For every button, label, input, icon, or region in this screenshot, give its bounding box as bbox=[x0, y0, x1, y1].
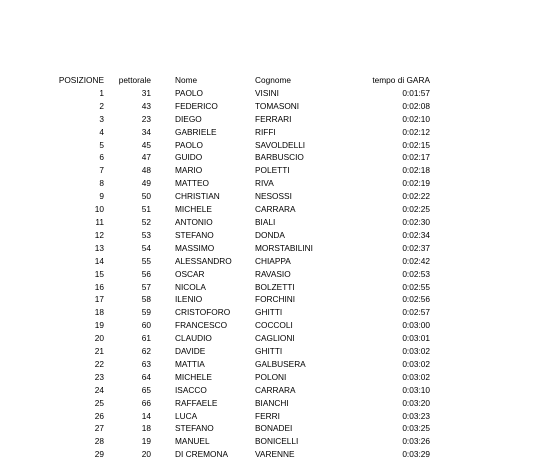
table-row bbox=[0, 397, 430, 410]
cell-pettorale: 31 bbox=[141, 87, 151, 98]
cell-tempo: 0:02:34 bbox=[402, 229, 430, 240]
cell-tempo: 0:02:18 bbox=[402, 165, 430, 176]
cell-pettorale: 57 bbox=[141, 281, 151, 292]
cell-posizione: 28 bbox=[94, 436, 104, 447]
table-row bbox=[0, 332, 430, 345]
table-row bbox=[0, 216, 430, 229]
cell-cognome: FERRI bbox=[255, 410, 280, 421]
race-results-table bbox=[0, 74, 430, 461]
table-row bbox=[0, 151, 430, 164]
cell-posizione: 22 bbox=[94, 358, 104, 369]
cell-tempo: 0:03:25 bbox=[402, 423, 430, 434]
header-pettorale: pettorale bbox=[118, 75, 151, 85]
cell-pettorale: 51 bbox=[141, 204, 151, 215]
cell-pettorale: 50 bbox=[141, 191, 151, 202]
cell-tempo: 0:02:22 bbox=[402, 191, 430, 202]
cell-posizione: 4 bbox=[99, 126, 104, 137]
table-row bbox=[0, 229, 430, 242]
cell-nome: DIEGO bbox=[175, 113, 202, 124]
cell-posizione: 5 bbox=[99, 139, 104, 150]
cell-pettorale: 54 bbox=[141, 242, 151, 253]
header-nome: Nome bbox=[175, 75, 198, 85]
cell-tempo: 0:03:00 bbox=[402, 320, 430, 331]
cell-tempo: 0:03:20 bbox=[402, 397, 430, 408]
cell-tempo: 0:02:37 bbox=[402, 242, 430, 253]
cell-tempo: 0:02:10 bbox=[402, 113, 430, 124]
cell-cognome: VISINI bbox=[255, 87, 279, 98]
table-row bbox=[0, 448, 430, 461]
cell-cognome: FORCHINI bbox=[255, 294, 296, 305]
header-cognome: Cognome bbox=[255, 75, 291, 85]
cell-pettorale: 53 bbox=[141, 229, 151, 240]
cell-pettorale: 48 bbox=[141, 165, 151, 176]
cell-nome: GABRIELE bbox=[175, 126, 217, 137]
table-row bbox=[0, 371, 430, 384]
cell-nome: MATTIA bbox=[175, 358, 205, 369]
table-row bbox=[0, 268, 430, 281]
cell-pettorale: 18 bbox=[141, 423, 151, 434]
table-row bbox=[0, 242, 430, 255]
cell-pettorale: 61 bbox=[141, 333, 151, 344]
cell-tempo: 0:02:55 bbox=[402, 281, 430, 292]
cell-nome: MICHELE bbox=[175, 204, 212, 215]
cell-tempo: 0:02:42 bbox=[402, 255, 430, 266]
cell-tempo: 0:01:57 bbox=[402, 87, 430, 98]
table-row bbox=[0, 126, 430, 139]
cell-pettorale: 59 bbox=[141, 307, 151, 318]
cell-pettorale: 47 bbox=[141, 152, 151, 163]
table-row bbox=[0, 113, 430, 126]
table-row bbox=[0, 345, 430, 358]
cell-posizione: 7 bbox=[99, 165, 104, 176]
cell-cognome: SAVOLDELLI bbox=[255, 139, 306, 150]
cell-pettorale: 56 bbox=[141, 268, 151, 279]
header-row bbox=[0, 74, 430, 87]
cell-pettorale: 45 bbox=[141, 139, 151, 150]
cell-tempo: 0:03:23 bbox=[402, 410, 430, 421]
cell-cognome: BIALI bbox=[255, 216, 276, 227]
cell-pettorale: 19 bbox=[141, 436, 151, 447]
cell-posizione: 26 bbox=[94, 410, 104, 421]
cell-cognome: GHITTI bbox=[255, 346, 283, 357]
cell-tempo: 0:03:26 bbox=[402, 436, 430, 447]
cell-posizione: 1 bbox=[99, 87, 104, 98]
cell-posizione: 29 bbox=[94, 449, 104, 460]
cell-nome: CRISTOFORO bbox=[175, 307, 231, 318]
cell-nome: MANUEL bbox=[175, 436, 210, 447]
cell-pettorale: 62 bbox=[141, 346, 151, 357]
cell-tempo: 0:02:57 bbox=[402, 307, 430, 318]
cell-nome: RAFFAELE bbox=[175, 397, 218, 408]
cell-posizione: 15 bbox=[94, 268, 104, 279]
cell-nome: DAVIDE bbox=[175, 346, 206, 357]
table-row bbox=[0, 100, 430, 113]
cell-nome: MICHELE bbox=[175, 371, 212, 382]
cell-cognome: POLONI bbox=[255, 371, 287, 382]
cell-pettorale: 43 bbox=[141, 100, 151, 111]
cell-cognome: GALBUSERA bbox=[255, 358, 306, 369]
cell-pettorale: 20 bbox=[141, 449, 151, 460]
cell-posizione: 16 bbox=[94, 281, 104, 292]
table-header bbox=[0, 74, 430, 87]
cell-tempo: 0:02:56 bbox=[402, 294, 430, 305]
cell-tempo: 0:02:30 bbox=[402, 216, 430, 227]
cell-nome: ANTONIO bbox=[175, 216, 213, 227]
cell-posizione: 6 bbox=[99, 152, 104, 163]
cell-nome: MATTEO bbox=[175, 178, 209, 189]
cell-nome: STEFANO bbox=[175, 229, 214, 240]
table-row bbox=[0, 435, 430, 448]
table-row bbox=[0, 190, 430, 203]
cell-tempo: 0:02:08 bbox=[402, 100, 430, 111]
cell-nome: DI CREMONA bbox=[175, 449, 229, 460]
cell-posizione: 23 bbox=[94, 371, 104, 382]
table-row bbox=[0, 255, 430, 268]
table-row bbox=[0, 319, 430, 332]
cell-pettorale: 64 bbox=[141, 371, 151, 382]
cell-pettorale: 60 bbox=[141, 320, 151, 331]
cell-cognome: CARRARA bbox=[255, 204, 296, 215]
cell-cognome: RAVASIO bbox=[255, 268, 291, 279]
cell-pettorale: 66 bbox=[141, 397, 151, 408]
cell-nome: MASSIMO bbox=[175, 242, 215, 253]
cell-tempo: 0:02:17 bbox=[402, 152, 430, 163]
cell-nome: ISACCO bbox=[175, 384, 207, 395]
cell-pettorale: 63 bbox=[141, 358, 151, 369]
cell-cognome: FERRARI bbox=[255, 113, 292, 124]
cell-nome: OSCAR bbox=[175, 268, 205, 279]
cell-pettorale: 52 bbox=[141, 216, 151, 227]
table-row bbox=[0, 177, 430, 190]
cell-tempo: 0:02:53 bbox=[402, 268, 430, 279]
cell-posizione: 13 bbox=[94, 242, 104, 253]
cell-nome: GUIDO bbox=[175, 152, 203, 163]
table-row bbox=[0, 358, 430, 371]
cell-cognome: BIANCHI bbox=[255, 397, 289, 408]
cell-tempo: 0:02:15 bbox=[402, 139, 430, 150]
table-row bbox=[0, 410, 430, 423]
header-posizione: POSIZIONE bbox=[58, 75, 104, 85]
cell-pettorale: 23 bbox=[141, 113, 151, 124]
cell-nome: LUCA bbox=[175, 410, 198, 421]
cell-cognome: NESOSSI bbox=[255, 191, 292, 202]
cell-posizione: 2 bbox=[99, 100, 104, 111]
cell-tempo: 0:03:02 bbox=[402, 358, 430, 369]
table-row bbox=[0, 306, 430, 319]
cell-tempo: 0:02:12 bbox=[402, 126, 430, 137]
cell-posizione: 18 bbox=[94, 307, 104, 318]
cell-cognome: BOLZETTI bbox=[255, 281, 295, 292]
cell-pettorale: 49 bbox=[141, 178, 151, 189]
cell-pettorale: 58 bbox=[141, 294, 151, 305]
cell-cognome: MORSTABILINI bbox=[255, 242, 313, 253]
cell-posizione: 14 bbox=[94, 255, 104, 266]
cell-nome: ALESSANDRO bbox=[175, 255, 232, 266]
cell-posizione: 12 bbox=[94, 229, 104, 240]
cell-posizione: 3 bbox=[99, 113, 104, 124]
cell-pettorale: 65 bbox=[141, 384, 151, 395]
cell-posizione: 24 bbox=[94, 384, 104, 395]
table-row bbox=[0, 87, 430, 100]
cell-tempo: 0:02:25 bbox=[402, 204, 430, 215]
cell-nome: PAOLO bbox=[175, 87, 203, 98]
cell-cognome: RIVA bbox=[255, 178, 274, 189]
cell-posizione: 20 bbox=[94, 333, 104, 344]
cell-nome: FEDERICO bbox=[175, 100, 218, 111]
cell-posizione: 8 bbox=[99, 178, 104, 189]
cell-cognome: DONDA bbox=[255, 229, 285, 240]
cell-nome: PAOLO bbox=[175, 139, 203, 150]
cell-cognome: BARBUSCIO bbox=[255, 152, 304, 163]
cell-pettorale: 34 bbox=[141, 126, 151, 137]
table-row bbox=[0, 281, 430, 294]
cell-nome: STEFANO bbox=[175, 423, 214, 434]
cell-cognome: CARRARA bbox=[255, 384, 296, 395]
header-tempo: tempo di GARA bbox=[372, 75, 430, 85]
cell-posizione: 9 bbox=[99, 191, 104, 202]
cell-tempo: 0:03:02 bbox=[402, 346, 430, 357]
table-row bbox=[0, 293, 430, 306]
cell-cognome: COCCOLI bbox=[255, 320, 293, 331]
cell-nome: NICOLA bbox=[175, 281, 206, 292]
cell-tempo: 0:02:19 bbox=[402, 178, 430, 189]
cell-cognome: CAGLIONI bbox=[255, 333, 295, 344]
cell-pettorale: 55 bbox=[141, 255, 151, 266]
table-body bbox=[0, 87, 430, 461]
cell-cognome: POLETTI bbox=[255, 165, 290, 176]
cell-nome: ILENIO bbox=[175, 294, 203, 305]
cell-posizione: 11 bbox=[95, 216, 104, 227]
cell-pettorale: 14 bbox=[141, 410, 151, 421]
table-row bbox=[0, 422, 430, 435]
cell-posizione: 10 bbox=[94, 204, 104, 215]
cell-cognome: VARENNE bbox=[255, 449, 295, 460]
table-row bbox=[0, 384, 430, 397]
cell-posizione: 17 bbox=[94, 294, 104, 305]
cell-posizione: 19 bbox=[94, 320, 104, 331]
cell-posizione: 27 bbox=[94, 423, 104, 434]
table-row bbox=[0, 139, 430, 152]
cell-cognome: CHIAPPA bbox=[255, 255, 291, 266]
table-row bbox=[0, 164, 430, 177]
cell-nome: FRANCESCO bbox=[175, 320, 228, 331]
cell-cognome: RIFFI bbox=[255, 126, 276, 137]
cell-cognome: TOMASONI bbox=[255, 100, 300, 111]
cell-posizione: 25 bbox=[94, 397, 104, 408]
cell-nome: CLAUDIO bbox=[175, 333, 212, 344]
cell-cognome: GHITTI bbox=[255, 307, 283, 318]
cell-cognome: BONADEI bbox=[255, 423, 293, 434]
cell-cognome: BONICELLI bbox=[255, 436, 299, 447]
cell-tempo: 0:03:29 bbox=[402, 449, 430, 460]
cell-tempo: 0:03:02 bbox=[402, 371, 430, 382]
cell-tempo: 0:03:10 bbox=[402, 384, 430, 395]
cell-nome: CHRISTIAN bbox=[175, 191, 220, 202]
table-row bbox=[0, 203, 430, 216]
cell-tempo: 0:03:01 bbox=[402, 333, 430, 344]
cell-posizione: 21 bbox=[94, 346, 104, 357]
cell-nome: MARIO bbox=[175, 165, 203, 176]
